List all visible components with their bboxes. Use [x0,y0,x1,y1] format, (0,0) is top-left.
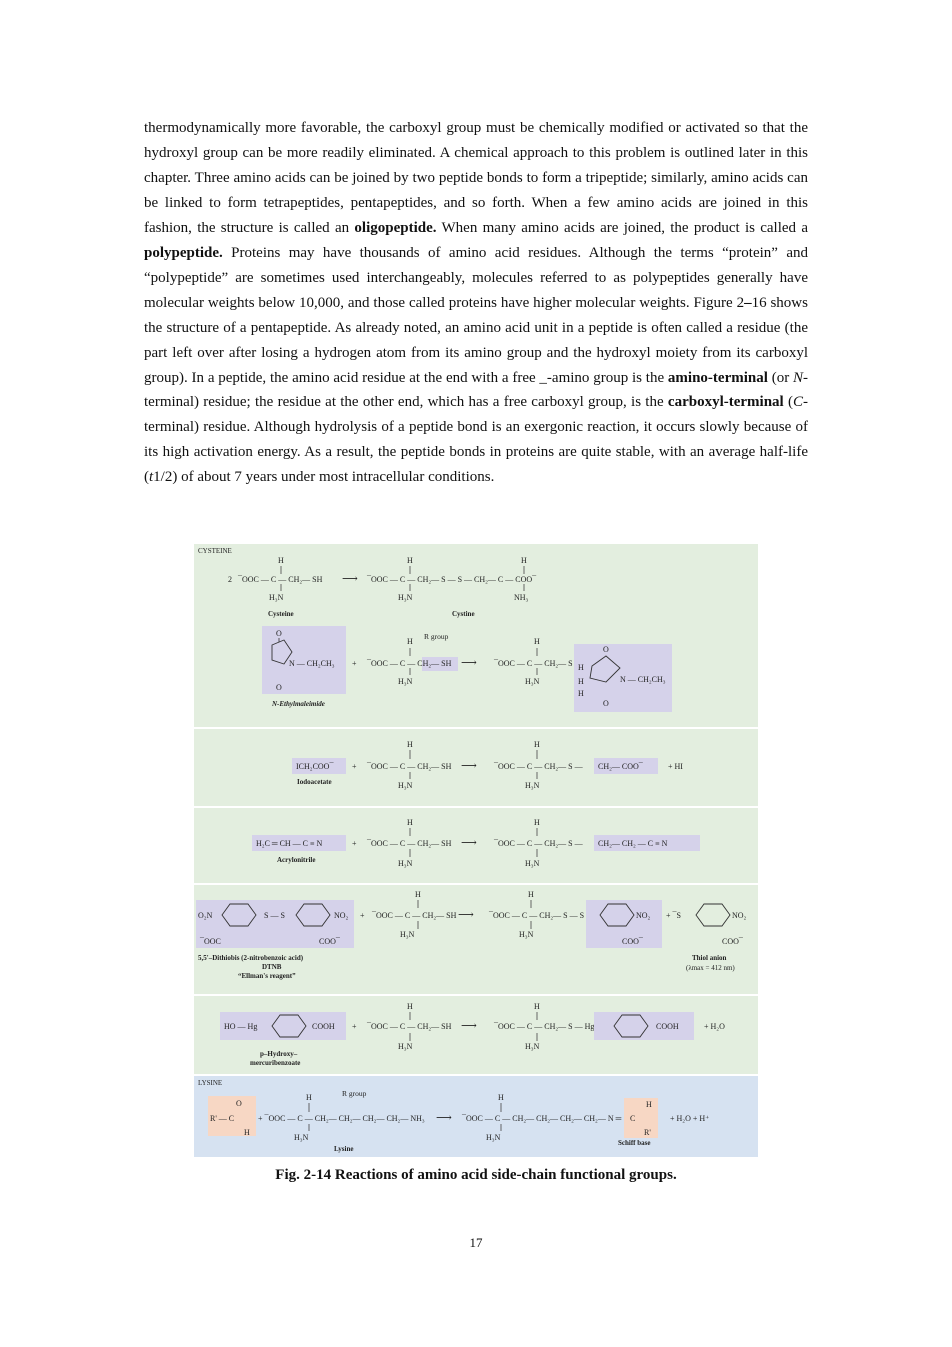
svg-text:⟶: ⟶ [458,909,474,921]
svg-text:H: H [278,556,284,565]
svg-text:H₃N: H₃N [400,930,415,939]
svg-text:H₃N: H₃N [398,859,413,868]
pmb-label: p–Hydroxy– [260,1050,298,1058]
svg-text:H: H [407,740,413,749]
svg-text:H: H [534,818,540,827]
svg-text:+: + [360,911,365,920]
svg-text:NO₂: NO₂ [732,911,747,920]
svg-text:H: H [578,663,584,672]
term-polypeptide: polypeptide. [144,244,223,261]
svg-text:CH₂— CH₂ — C ≡ N: CH₂— CH₂ — C ≡ N [598,839,668,848]
svg-text:H: H [528,890,534,899]
svg-text:H₃N: H₃N [269,593,284,602]
svg-text:C: C [630,1114,636,1123]
svg-text:O: O [276,629,282,638]
svg-text:¯OOC — C — CH₂— S: ¯OOC — C — CH₂— S [494,659,573,668]
iodoacetate-label: Iodoacetate [297,778,332,786]
svg-text:COO¯: COO¯ [622,937,643,946]
svg-text:H: H [534,637,540,646]
section-label-cysteine: CYSTEINE [198,547,232,555]
svg-text:COOH: COOH [656,1022,679,1031]
svg-text:¯OOC — C — CH₂— SH: ¯OOC — C — CH₂— SH [238,575,323,584]
section-label-lysine: LYSINE [198,1079,223,1087]
svg-text:O₂N: O₂N [198,911,213,920]
svg-text:¯OOC — C — CH₂— S —: ¯OOC — C — CH₂— S — [494,839,583,848]
svg-text:¯OOC — C — CH₂— SH: ¯OOC — C — CH₂— SH [367,839,452,848]
svg-text:CH₂— COO¯: CH₂— COO¯ [598,762,643,771]
svg-text:O: O [603,645,609,654]
svg-text:H: H [578,677,584,686]
svg-text:H₂C ═ CH — C ≡ N: H₂C ═ CH — C ≡ N [256,839,323,848]
svg-text:H₃N: H₃N [398,677,413,686]
svg-text:+ ¯OOC — C — CH₂— CH₂— CH₂— CH: + ¯OOC — C — CH₂— CH₂— CH₂— CH₂— NH₃ [258,1114,425,1123]
svg-text:(λmax = 412 nm): (λmax = 412 nm) [686,964,735,972]
svg-text:H: H [521,556,527,565]
term-oligopeptide: oligopeptide. [354,219,437,236]
term-carboxyl-terminal: carboxyl-terminal [667,394,784,411]
svg-text:N — CH₂CH₃: N — CH₂CH₃ [289,659,335,668]
svg-text:¯OOC — C — CH₂— S — S — CH₂— C: ¯OOC — C — CH₂— S — S — CH₂— C — COO¯ [367,575,537,584]
svg-text:⟶: ⟶ [461,760,477,772]
svg-text:NH₃: NH₃ [514,593,529,602]
svg-text:H: H [646,1100,652,1109]
svg-text:N — CH₂CH₃: N — CH₂CH₃ [620,675,666,684]
svg-text:+ ¯S: + ¯S [666,911,681,920]
svg-text:H₃N: H₃N [486,1133,501,1142]
svg-text:H₃N: H₃N [398,1042,413,1051]
svg-text:+: + [352,839,357,848]
figure-caption: Fig. 2-14 Reactions of amino acid side-chain functional groups. [275,1167,677,1183]
svg-text:COO¯: COO¯ [319,937,340,946]
svg-text:H₃N: H₃N [525,781,540,790]
svg-text:+ HI: + HI [668,762,683,771]
svg-text:2: 2 [228,575,232,584]
svg-text:+: + [352,1022,357,1031]
svg-text:¯OOC — C — CH₂— SH: ¯OOC — C — CH₂— SH [372,911,457,920]
svg-text:O: O [276,683,282,692]
svg-text:¯OOC — C — CH₂— SH: ¯OOC — C — CH₂— SH [367,659,452,668]
svg-text:H: H [407,556,413,565]
svg-text:DTNB: DTNB [262,963,282,971]
svg-text:⟶: ⟶ [461,837,477,849]
svg-text:R': R' [644,1128,651,1137]
svg-text:+ H₂O + H⁺: + H₂O + H⁺ [670,1114,710,1123]
svg-text:⟶: ⟶ [461,657,477,669]
svg-text:H: H [407,637,413,646]
svg-text:H: H [578,689,584,698]
term-amino-terminal: amino-terminal [667,369,768,386]
svg-text:¯OOC — C — CH₂— S — Hg: ¯OOC — C — CH₂— S — Hg [494,1022,595,1031]
svg-text:H: H [534,1002,540,1011]
svg-text:H₃N: H₃N [525,1042,540,1051]
svg-text:H: H [407,818,413,827]
svg-text:R group: R group [424,632,449,641]
svg-text:+: + [352,659,357,668]
svg-text:H: H [407,1002,413,1011]
svg-text:NO₂: NO₂ [636,911,651,920]
svg-text:¯OOC — C — CH₂— SH: ¯OOC — C — CH₂— SH [367,762,452,771]
svg-text:¯OOC — C — CH₂— S —: ¯OOC — C — CH₂— S — [494,762,583,771]
svg-text:O: O [603,699,609,708]
svg-text:¯OOC — C — CH₂— SH: ¯OOC — C — CH₂— SH [367,1022,452,1031]
lysine-label: Lysine [334,1145,354,1153]
svg-text:COOH: COOH [312,1022,335,1031]
svg-text:R' — C: R' — C [210,1114,235,1123]
schiff-base-label: Schiff base [618,1139,651,1147]
svg-text:S — S: S — S [264,911,285,920]
svg-text:H₃N: H₃N [398,593,413,602]
cystine-label: Cystine [452,610,475,618]
svg-text:H: H [498,1093,504,1102]
svg-text:H₃N: H₃N [525,859,540,868]
acrylonitrile-label: Acrylonitrile [277,856,316,864]
svg-text:⟶: ⟶ [436,1112,452,1124]
svg-text:R group: R group [342,1089,367,1098]
svg-text:H: H [306,1093,312,1102]
svg-text:HO — Hg: HO — Hg [224,1022,258,1031]
svg-text:¯OOC — C — CH₂— S — S: ¯OOC — C — CH₂— S — S [489,911,585,920]
svg-text:¯OOC — C — CH₂— CH₂— CH₂— CH₂—: ¯OOC — C — CH₂— CH₂— CH₂— CH₂— N ═ [462,1114,622,1123]
svg-text:⟶: ⟶ [461,1020,477,1032]
nem-label: N-Ethylmaleimide [272,700,325,708]
svg-text:H: H [244,1128,250,1137]
svg-text:¯OOC: ¯OOC [200,937,221,946]
svg-text:H₃N: H₃N [398,781,413,790]
page-number: 17 [469,1235,483,1250]
svg-text:NO₂: NO₂ [334,911,349,920]
reaction-figure [194,544,758,1157]
svg-text:+ H₂O: + H₂O [704,1022,725,1031]
svg-text:H: H [415,890,421,899]
svg-text:+: + [352,762,357,771]
svg-text:mercuribenzoate: mercuribenzoate [250,1059,301,1067]
svg-text:“Ellman's reagent”: “Ellman's reagent” [238,972,296,980]
dtnb-label: 5,5'–Dithiobis (2-nitrobenzoic acid) [198,954,304,962]
svg-text:H: H [534,740,540,749]
cysteine-label: Cysteine [268,610,294,618]
svg-text:H₃N: H₃N [294,1133,309,1142]
svg-text:H₃N: H₃N [519,930,534,939]
svg-text:COO¯: COO¯ [722,937,743,946]
body-paragraph: thermodynamically more favorable, the carboxyl group must be chemically modified or activated so that the hydroxyl group can be more readily eliminated. A chemical approach to this problem is outlined later in this chapter. Three amino acids can be joined by two peptide bonds to form a tripeptide; similarly, amino acids can be linked to form tetrapeptides, pentapeptides, and so forth. When a few amino acids are joined in this fashion, the structure is called an oligopeptide. When many amino acids are joined, the product is called a polypeptide. Proteins may have thousands of amino acid residues. Although the terms “protein” and “polypeptide” are sometimes used interchangeably, molecules referred to as polypeptides generally have molecular weights below 10,000, and those called proteins have higher molecular weights. Figure 2–16 shows the structure of a pentapeptide. As already noted, an amino acid unit in a peptide is often called a residue (the part left over after losing a hydrogen atom from its amino group and the hydroxyl moiety from its carboxyl group). In a peptide, the amino acid residue at the end with a free _-amino group is the amino-terminal (or N-terminal) residue; the residue at the other end, which has a free carboxyl group, is the carboxyl-terminal (C-terminal) residue. Although hydrolysis of a peptide bond is an exergonic reaction, it occurs slowly because of its high activation energy. As a result, the peptide bonds in proteins are quite stable, with an average half-life (t1/2) of about 7 years under most intracellular conditions. [144,120,808,486]
svg-text:⟶: ⟶ [342,573,358,585]
thiol-anion-label: Thiol anion [692,954,727,962]
svg-text:H₃N: H₃N [525,677,540,686]
svg-text:ICH₂COO¯: ICH₂COO¯ [296,762,334,771]
svg-text:O: O [236,1099,242,1108]
